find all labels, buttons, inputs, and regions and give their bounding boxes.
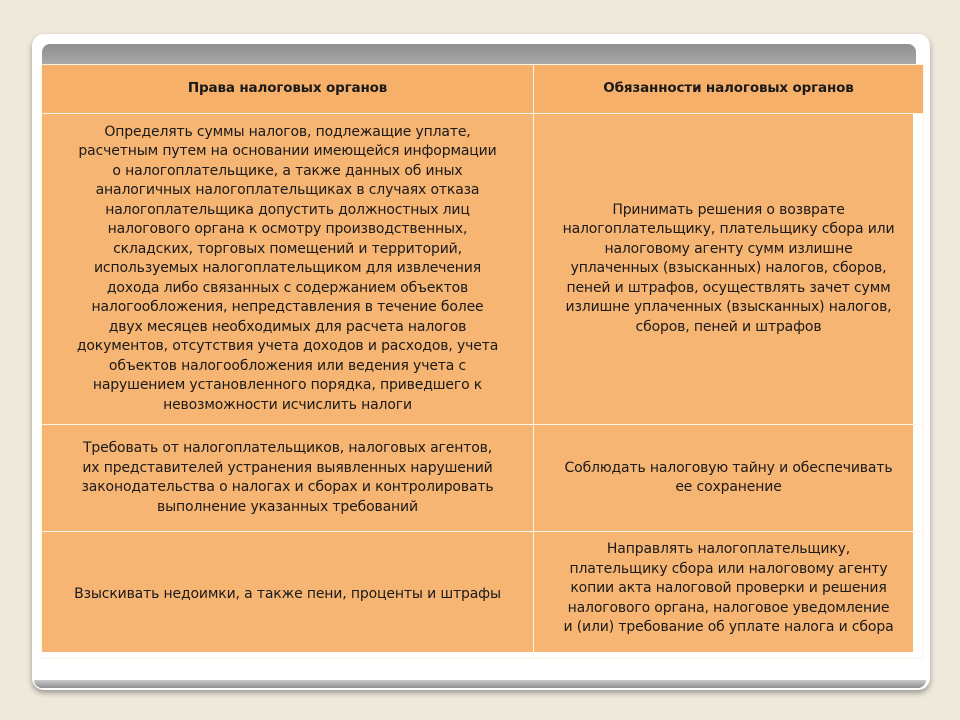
text-line: расчетным путем на основании имеющейся информации (78, 143, 497, 160)
tax-authorities-table (41, 64, 924, 659)
text-line: излишне уплаченных (взысканных) налогов, (565, 299, 892, 316)
text-line: выполнение указанных требований (157, 498, 418, 515)
text-line: налогового органа к осмотру производственных, (107, 221, 468, 238)
text-line: налогоплательщика допустить должностных лиц (105, 201, 470, 218)
text-line: пеней и штрафов, осуществлять зачет сумм (566, 279, 891, 296)
header-rights: Права налоговых органов (42, 65, 534, 114)
text-line: аналогичных налогоплательщиках в случаях отказа (95, 182, 480, 199)
text-line: ее сохранение (675, 479, 782, 495)
slide-bottom-bar (34, 680, 926, 688)
table-header-row (42, 65, 924, 114)
text-line: о налогоплательщике, а также данных об иных (112, 162, 463, 179)
text-line: Определять суммы налогов, подлежащие уплате, (104, 123, 471, 140)
rights-cell-1 (42, 114, 534, 425)
text-line: их представителей устранения выявленных нарушений (82, 459, 493, 476)
text-line: двух месяцев необходимых для расчета налогов (108, 318, 467, 335)
text-line: и (или) требование об уплате налога и сбора (563, 619, 894, 635)
text-line: Направлять налогоплательщику, (606, 541, 851, 557)
text-line: уплаченных (взысканных) налогов, сборов, (570, 260, 887, 277)
text-line: налогоплательщику, плательщику сбора или (562, 221, 895, 238)
text-line: налогового органа, налоговое уведомление (567, 599, 890, 616)
table-row (42, 532, 924, 659)
duties-cell-1 (534, 114, 924, 425)
text-line: законодательства о налогах и сборах и контролировать (81, 479, 494, 495)
text-line: налоговому агенту сумм излишне (604, 240, 853, 257)
table-row (42, 425, 924, 532)
text-line: документов, отсутствия учета доходов и расходов, учета (76, 338, 499, 355)
text-line: Взыскивать недоимки, а также пени, проценты и штрафы (74, 586, 501, 603)
text-line: складских, торговых помещений и территорий, (113, 240, 462, 257)
text-line: невозможности исчислить налоги (163, 396, 412, 413)
table-row (42, 114, 924, 425)
text-line: копии акта налоговой проверки и решения (570, 580, 887, 596)
text-line: объектов налогообложения или ведения учета с (108, 357, 467, 374)
tax-authorities-table-container (41, 64, 913, 652)
text-line: налогообложения, непредставления в течение более (91, 299, 484, 316)
duties-cell-3 (534, 532, 924, 659)
rights-cell-3 (42, 532, 534, 659)
text-line: сборов, пеней и штрафов (635, 318, 822, 335)
header-duties: Обязанности налоговых органов (534, 65, 924, 114)
slide-top-bar (42, 44, 916, 64)
text-line: плательщику сбора или налоговому агенту (569, 560, 888, 577)
text-line: Соблюдать налоговую тайну и обеспечивать (564, 459, 893, 476)
rights-cell-2 (42, 425, 534, 532)
text-line: дохода либо связанных с содержанием объектов (106, 279, 469, 296)
duties-cell-2 (534, 425, 924, 532)
text-line: нарушением установленного порядка, приведшего к (92, 377, 483, 394)
text-line: Требовать от налогоплательщиков, налоговых агентов, (82, 440, 493, 456)
text-line: Принимать решения о возврате (612, 201, 845, 218)
text-line: используемых налогоплательщиком для извлечения (93, 260, 482, 277)
